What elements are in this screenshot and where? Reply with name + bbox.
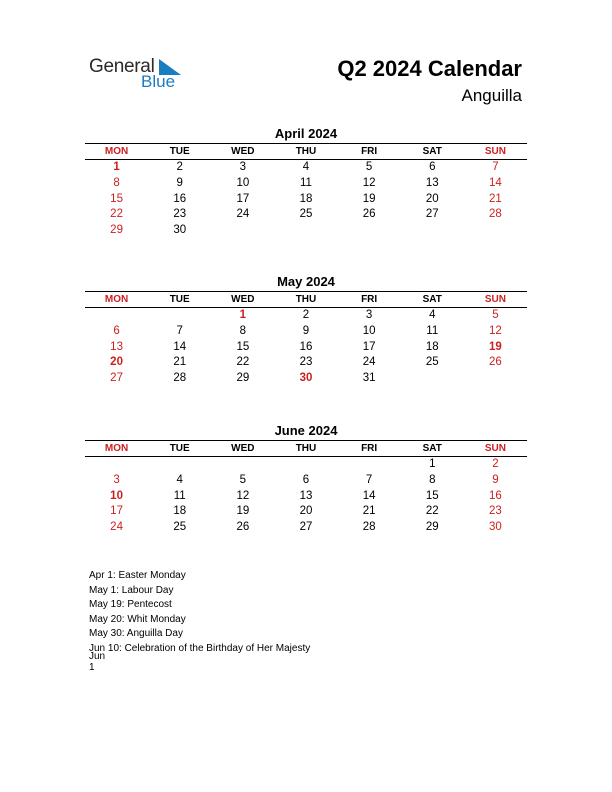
day-cell: 31	[362, 372, 376, 385]
weekday-tue: TUE	[169, 146, 190, 157]
weekday-thu: THU	[295, 146, 317, 157]
day-cell: 26	[489, 356, 502, 369]
day-cell: 15	[425, 489, 439, 502]
day-cell: 1	[239, 309, 247, 321]
month-june	[85, 421, 527, 536]
day-cell: 15	[236, 340, 250, 353]
weekday-sat: SAT	[422, 443, 442, 454]
weekday-tue: TUE	[169, 294, 190, 305]
holiday-list	[89, 569, 310, 656]
day-cell: 7	[365, 473, 373, 486]
day-cell: 3	[113, 473, 120, 486]
day-cell: 24	[362, 356, 376, 369]
page-title: Q2 2024 Calendar	[337, 56, 522, 81]
cut-off-text: Jun 1	[89, 651, 106, 673]
day-cell: 11	[426, 324, 439, 337]
day-cell: 12	[489, 324, 502, 337]
empty-day-cell	[274, 223, 337, 239]
day-cell: 13	[425, 176, 439, 189]
empty-day-cell	[338, 457, 401, 473]
day-cell: 11	[173, 489, 186, 502]
empty-day-cell	[148, 308, 211, 324]
holiday-item: Jun 10: Celebration of the Birthday of Her Majesty	[89, 642, 311, 654]
day-cell: 25	[173, 521, 187, 534]
day-cell: 4	[302, 161, 310, 173]
day-cell: 28	[489, 208, 502, 221]
empty-day-cell	[401, 223, 464, 239]
day-cell: 9	[302, 324, 310, 337]
day-cell: 18	[425, 340, 439, 353]
day-cell: 8	[429, 473, 436, 486]
weekday-wed: WED	[231, 443, 255, 454]
day-cell: 29	[425, 521, 439, 534]
day-cell: 26	[362, 208, 376, 221]
day-cell: 14	[362, 489, 376, 502]
day-cell: 30	[299, 372, 313, 385]
weekday-header	[85, 441, 527, 456]
weekday-fri: FRI	[361, 443, 378, 454]
day-cell: 20	[299, 505, 313, 518]
day-cell: 27	[299, 521, 313, 534]
day-cell: 6	[429, 161, 436, 173]
weekday-header	[85, 292, 527, 307]
day-cell: 29	[236, 372, 250, 385]
logo-word-general: General	[89, 56, 155, 77]
day-cell: 12	[362, 176, 376, 189]
empty-day-cell	[464, 371, 527, 387]
day-cell: 21	[362, 505, 376, 518]
generalblue-logo	[89, 55, 199, 95]
day-cell: 2	[176, 161, 183, 173]
day-cell: 19	[236, 505, 250, 518]
day-cell: 26	[236, 521, 250, 534]
day-cell: 23	[173, 208, 187, 221]
day-grid	[85, 457, 527, 536]
day-cell: 18	[173, 505, 187, 518]
day-cell: 10	[236, 176, 250, 189]
weekday-sun: SUN	[484, 294, 506, 305]
day-cell: 14	[173, 340, 187, 353]
day-cell: 1	[429, 458, 436, 470]
day-cell: 18	[299, 192, 313, 205]
day-cell: 5	[492, 309, 499, 321]
logo-word-blue: Blue	[141, 72, 176, 91]
day-cell: 4	[429, 309, 436, 321]
day-cell: 24	[110, 521, 123, 534]
weekday-mon: MON	[104, 146, 129, 157]
day-cell: 22	[236, 356, 250, 369]
holiday-item: May 30: Anguilla Day	[89, 628, 183, 639]
month-title: June 2024	[274, 423, 338, 438]
empty-day-cell	[148, 457, 211, 473]
weekday-mon: MON	[104, 294, 129, 305]
day-cell: 6	[302, 473, 310, 486]
empty-day-cell	[85, 457, 148, 473]
day-cell: 6	[113, 324, 120, 337]
empty-day-cell	[274, 457, 337, 473]
day-cell: 16	[173, 192, 187, 205]
weekday-mon: MON	[104, 443, 129, 454]
month-title: May 2024	[277, 274, 335, 289]
day-cell: 27	[110, 372, 123, 385]
day-cell: 17	[110, 505, 123, 518]
day-cell: 21	[173, 356, 187, 369]
day-cell: 2	[492, 458, 499, 470]
day-cell: 16	[299, 340, 313, 353]
day-cell: 12	[236, 489, 250, 502]
day-cell: 20	[110, 356, 123, 369]
day-cell: 17	[236, 192, 250, 205]
day-cell: 17	[362, 340, 376, 353]
day-cell: 16	[489, 489, 502, 502]
day-cell: 7	[176, 324, 183, 337]
day-cell: 21	[489, 192, 502, 205]
day-cell: 3	[365, 309, 373, 321]
day-cell: 22	[425, 505, 439, 518]
month-title: April 2024	[274, 126, 338, 141]
day-cell: 10	[110, 489, 123, 502]
weekday-wed: WED	[231, 146, 255, 157]
day-cell: 23	[489, 505, 502, 518]
empty-day-cell	[211, 457, 274, 473]
holiday-item: May 1: Labour Day	[89, 584, 174, 596]
day-cell: 10	[362, 324, 376, 337]
weekday-tue: TUE	[169, 443, 190, 454]
weekday-sun: SUN	[484, 443, 506, 454]
day-cell: 30	[489, 521, 502, 534]
day-cell: 20	[425, 192, 439, 205]
day-cell: 5	[365, 161, 373, 173]
day-cell: 3	[239, 161, 247, 173]
day-cell: 25	[299, 208, 313, 221]
cut-off-line	[89, 651, 111, 673]
month-april	[85, 124, 527, 239]
day-cell: 25	[425, 356, 439, 369]
day-cell: 23	[299, 356, 313, 369]
day-cell: 2	[302, 309, 310, 321]
month-may	[85, 272, 527, 387]
day-cell: 24	[236, 208, 250, 221]
day-cell: 9	[176, 176, 183, 189]
weekday-fri: FRI	[361, 146, 378, 157]
weekday-wed: WED	[231, 294, 255, 305]
day-cell: 22	[110, 208, 123, 221]
day-cell: 5	[239, 473, 247, 486]
day-cell: 19	[362, 192, 376, 205]
holiday-item: Apr 1: Easter Monday	[89, 570, 186, 581]
weekday-thu: THU	[295, 443, 317, 454]
day-cell: 11	[300, 176, 312, 189]
day-grid	[85, 160, 527, 239]
day-cell: 7	[492, 161, 499, 173]
weekday-thu: THU	[295, 294, 317, 305]
day-cell: 29	[110, 224, 123, 237]
day-cell: 13	[299, 489, 313, 502]
day-cell: 4	[176, 473, 183, 486]
day-cell: 13	[110, 340, 123, 353]
weekday-sat: SAT	[422, 294, 442, 305]
day-cell: 30	[173, 224, 187, 237]
weekday-sun: SUN	[484, 146, 506, 157]
weekday-sat: SAT	[422, 146, 442, 157]
day-cell: 19	[489, 340, 502, 353]
empty-day-cell	[464, 223, 527, 239]
empty-day-cell	[85, 308, 148, 324]
empty-day-cell	[401, 371, 464, 387]
day-cell: 1	[113, 161, 120, 173]
country-subtitle: Anguilla	[461, 86, 522, 105]
day-cell: 8	[113, 176, 120, 189]
day-cell: 28	[362, 521, 376, 534]
weekday-fri: FRI	[361, 294, 378, 305]
holiday-item: May 19: Pentecost	[89, 599, 172, 610]
empty-day-cell	[211, 223, 274, 239]
day-cell: 28	[173, 372, 187, 385]
holiday-item: May 20: Whit Monday	[89, 613, 186, 625]
empty-day-cell	[338, 223, 401, 239]
day-grid	[85, 308, 527, 387]
weekday-header	[85, 144, 527, 159]
day-cell: 9	[492, 473, 499, 486]
day-cell: 27	[425, 208, 439, 221]
day-cell: 8	[239, 324, 247, 337]
day-cell: 15	[110, 192, 123, 205]
day-cell: 14	[489, 176, 502, 189]
